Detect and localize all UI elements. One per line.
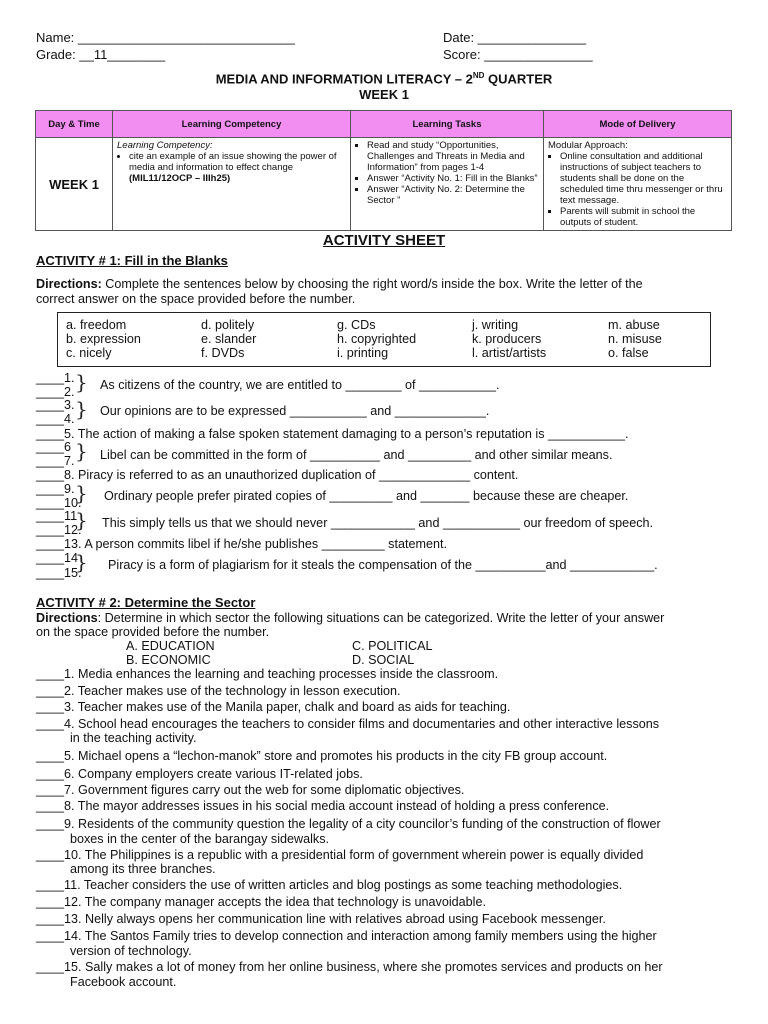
blank-item-number[interactable]: ____1. xyxy=(36,371,75,385)
name-field[interactable]: Name: ______________________________ xyxy=(36,30,295,45)
word-choice: a. freedom xyxy=(66,318,127,332)
activity1-title: ACTIVITY # 1: Fill in the Blanks xyxy=(36,253,228,268)
mode-item: ▪ Online consultation and additional instructions of subject teachers to students shall be done on the scheduled time thru messenger or thru text message. xyxy=(560,151,727,206)
activity2-title: ACTIVITY # 2: Determine the Sector xyxy=(36,595,256,610)
competency-cell xyxy=(113,138,351,231)
date-field[interactable]: Date: _______________ xyxy=(443,30,587,45)
word-choice: c. nicely xyxy=(66,346,112,360)
sector-item[interactable]: ____12. The company manager accepts the idea that technology is unavoidable. xyxy=(36,895,486,909)
header-learning-competency: Learning Competency xyxy=(113,111,351,138)
mode-heading: Modular Approach: xyxy=(548,140,628,151)
tasks-cell xyxy=(351,138,544,231)
word-choice: n. misuse xyxy=(608,332,662,346)
activity-sheet-title: ACTIVITY SHEET xyxy=(322,232,446,249)
brace-icon: } xyxy=(75,370,88,394)
sector-item[interactable]: ____4. School head encourages the teachers to consider films and documentaries and other interactive lessons xyxy=(36,717,660,731)
blank-item-number[interactable]: ____11 xyxy=(36,509,78,523)
blank-item-number[interactable]: ____12. xyxy=(36,523,82,537)
competency-heading: Learning Competency: xyxy=(117,140,213,151)
score-field[interactable]: Score: _______________ xyxy=(443,47,593,62)
word-choice: g. CDs xyxy=(337,318,376,332)
sector-item[interactable]: ____2. Teacher makes use of the technology in lesson execution. xyxy=(36,684,401,698)
word-choice: d. politely xyxy=(201,318,255,332)
blank-item-number[interactable]: ____7. xyxy=(36,454,75,468)
sector-option: D. SOCIAL xyxy=(352,653,415,667)
sector-item[interactable]: ____14. The Santos Family tries to develop connection and interaction among family members using the higher xyxy=(36,929,657,943)
blank-item-number[interactable]: ____2. xyxy=(36,385,75,399)
header-learning-tasks: Learning Tasks xyxy=(351,111,544,138)
competency-item: • cite an example of an issue showing the power of media and information to effect change xyxy=(129,151,346,173)
sector-item[interactable]: ____8. The mayor addresses issues in his social media account instead of holding a press conference. xyxy=(36,799,610,813)
fill-blank-item[interactable]: ____5. The action of making a false spoken statement damaging to a person’s reputation is ___________. xyxy=(36,427,629,441)
sector-item-cont: Facebook account. xyxy=(70,975,177,989)
fill-blank-item[interactable]: ____8. Piracy is referred to as an unauthorized duplication of _____________ content. xyxy=(36,468,519,482)
fill-blank-sentence: As citizens of the country, we are entitled to ________ of ___________. xyxy=(100,378,500,392)
sector-item[interactable]: ____13. Nelly always opens her communication line with relatives abroad using Facebook messenger. xyxy=(36,912,606,926)
sector-item[interactable]: ____11. Teacher considers the use of written articles and blog postings as some teaching methodologies. xyxy=(36,878,623,892)
word-choice: b. expression xyxy=(66,332,141,346)
sector-item[interactable]: ____9. Residents of the community question the legality of a city councilor’s funding of the construction of flower xyxy=(36,817,661,831)
fill-blank-sentence: This simply tells us that we should never ____________ and ___________ our freedom of speech. xyxy=(102,516,653,530)
blank-item-number[interactable]: ____6 xyxy=(36,440,72,454)
word-choice: k. producers xyxy=(472,332,542,346)
sector-option: B. ECONOMIC xyxy=(126,653,211,667)
header-mode-of-delivery: Mode of Delivery xyxy=(544,111,732,138)
sector-item[interactable]: ____5. Michael opens a “lechon-manok” store and promotes his products in the city FB group account. xyxy=(36,749,608,763)
sector-item[interactable]: ____15. Sally makes a lot of money from her online business, where she promotes services and products on her xyxy=(36,960,663,974)
sector-option: C. POLITICAL xyxy=(352,639,433,653)
mode-item: ▪ Parents will submit in school the outputs of student. xyxy=(560,206,727,228)
blank-item-number[interactable]: ____14 xyxy=(36,551,79,565)
sector-item-cont: in the teaching activity. xyxy=(70,731,197,745)
blank-item-number[interactable]: ____4. xyxy=(36,412,75,426)
sector-option: A. EDUCATION xyxy=(126,639,215,653)
word-choice-box xyxy=(57,312,711,367)
sector-item-cont: version of technology. xyxy=(70,944,192,958)
word-choice: o. false xyxy=(608,346,649,360)
word-choice: l. artist/artists xyxy=(472,346,547,360)
activity2-directions: Directions: Determine in which sector the following situations can be categorized. Write the letter of your answer xyxy=(36,611,665,625)
word-choice: e. slander xyxy=(201,332,257,346)
blank-item-number[interactable]: ____10. xyxy=(36,496,82,510)
fill-blank-sentence: Libel can be committed in the form of __________ and _________ and other similar means. xyxy=(100,448,613,462)
header-day-time: Day & Time xyxy=(36,111,113,138)
competency-code: (MIL11/12OCP – IIIh25) xyxy=(129,173,231,184)
week-cell: WEEK 1 xyxy=(36,138,113,231)
activity1-directions: Directions: Complete the sentences below by choosing the right word/s inside the box. Write the letter of the xyxy=(36,277,643,291)
page-title: MEDIA AND INFORMATION LITERACY – 2ND QUARTER xyxy=(215,71,553,87)
word-choice: i. printing xyxy=(337,346,389,360)
fill-blank-item[interactable]: ____13. A person commits libel if he/she publishes _________ statement. xyxy=(36,537,447,551)
brace-icon: } xyxy=(75,550,88,574)
fill-blank-sentence: Our opinions are to be expressed ___________ and _____________. xyxy=(100,404,490,418)
brace-icon: } xyxy=(75,397,88,421)
brace-icon: } xyxy=(75,508,88,532)
task-item: ▪ Read and study “Opportunities, Challenges and Threats in Media and Information” from pages 1-4 xyxy=(367,140,539,173)
brace-icon: } xyxy=(75,481,88,505)
word-choice: f. DVDs xyxy=(201,346,245,360)
task-item: ▪ Answer “Activity No. 1: Fill in the Blanks” xyxy=(367,173,539,184)
activity2-directions-cont: on the space provided before the number. xyxy=(36,625,270,639)
blank-item-number[interactable]: ____15. xyxy=(36,566,82,580)
lesson-plan-table xyxy=(35,110,732,231)
blank-item-number[interactable]: ____9. xyxy=(36,482,75,496)
word-choice: m. abuse xyxy=(608,318,660,332)
sector-item[interactable]: ____6. Company employers create various IT-related jobs. xyxy=(36,767,363,781)
fill-blank-sentence: Ordinary people prefer pirated copies of _________ and _______ because these are cheaper. xyxy=(104,489,629,503)
sector-item[interactable]: ____3. Teacher makes use of the Manila paper, chalk and board as aids for teaching. xyxy=(36,700,511,714)
sector-item[interactable]: ____10. The Philippines is a republic with a presidential form of government wherein power is equally divided xyxy=(36,848,644,862)
sector-item[interactable]: ____1. Media enhances the learning and teaching processes inside the classroom. xyxy=(36,667,499,681)
sector-item[interactable]: ____7. Government figures carry out the web for some diplomatic objectives. xyxy=(36,783,465,797)
blank-item-number[interactable]: ____3. xyxy=(36,398,75,412)
sector-item-cont: among its three branches. xyxy=(70,862,216,876)
mode-cell xyxy=(544,138,732,231)
brace-icon: } xyxy=(75,439,88,463)
fill-blank-sentence: Piracy is a form of plagiarism for it steals the compensation of the __________and ____________. xyxy=(108,558,658,572)
sector-item-cont: boxes in the center of the barangay sidewalks. xyxy=(70,832,330,846)
page-subtitle: WEEK 1 xyxy=(359,87,409,102)
word-choice: j. writing xyxy=(472,318,519,332)
activity1-directions-cont: correct answer on the space provided before the number. xyxy=(36,292,356,306)
task-item: ▪ Answer “Activity No. 2: Determine the Sector ” xyxy=(367,184,539,206)
grade-field[interactable]: Grade: __11________ xyxy=(36,47,166,62)
word-choice: h. copyrighted xyxy=(337,332,417,346)
